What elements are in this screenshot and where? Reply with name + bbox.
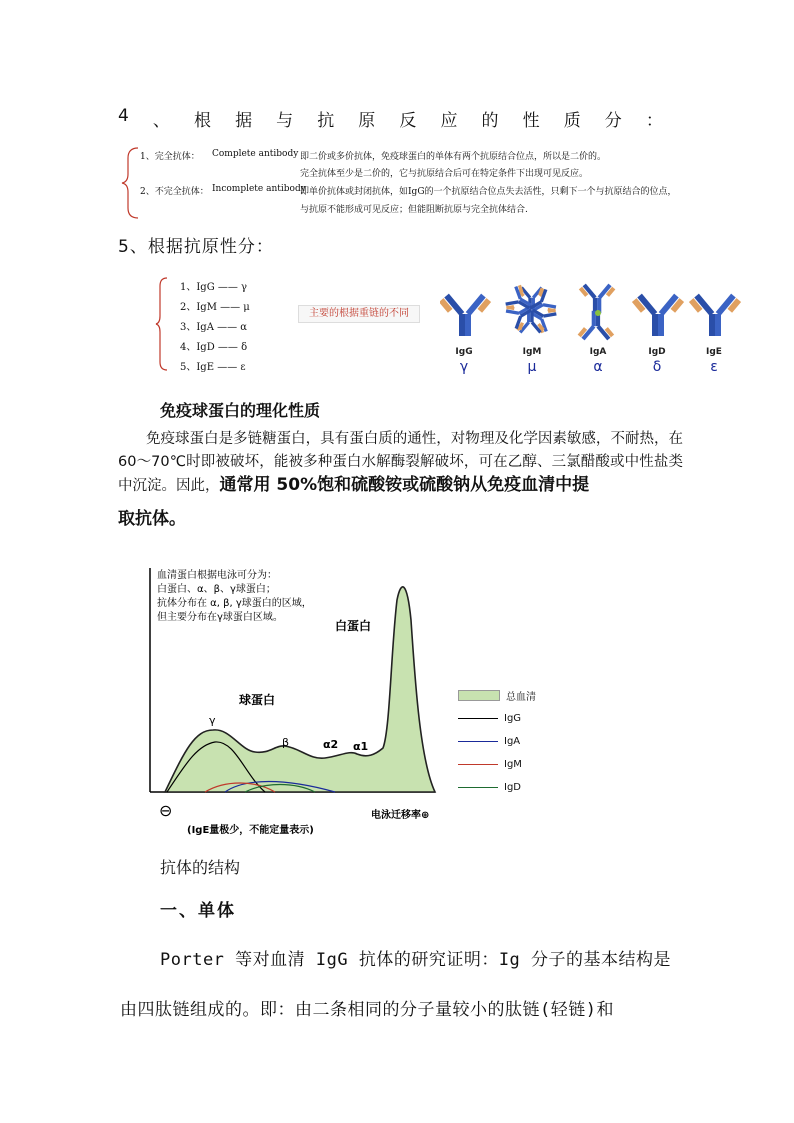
brace-icon <box>120 146 140 221</box>
igm-greek: μ <box>527 359 537 375</box>
legend-swatch <box>458 741 498 743</box>
antibody-completeness-figure <box>120 146 680 221</box>
chart-note: 但主要分布在γ球蛋白区域。 <box>157 612 283 623</box>
complete-desc-2: 完全抗体至少是二价的，它与抗原结合后可在特定条件下出现可见反应。 <box>300 169 589 179</box>
legend-item <box>458 730 536 753</box>
heading-char: 的 <box>481 111 499 131</box>
brace-icon <box>155 276 169 372</box>
list-item: 1、IgG —— γ <box>180 282 248 293</box>
iga-greek: α <box>593 359 603 375</box>
list-item: 5、IgE —— ε <box>180 362 246 373</box>
chart-note: 抗体分布在 α, β, γ球蛋白的区域， <box>157 598 312 609</box>
legend-item <box>458 707 536 730</box>
porter-line: Porter 等对血清 IgG 抗体的研究证明：Ig 分子的基本结构是 <box>160 950 672 970</box>
chart-legend <box>458 684 536 799</box>
complete-desc-1: 即二价或多价抗体，免疫球蛋白的单体有两个抗原结合位点，所以是二价的。 <box>300 152 607 162</box>
legend-item <box>458 776 536 799</box>
heading-char: 原 <box>358 111 376 131</box>
legend-item <box>458 753 536 776</box>
legend-item <box>458 684 536 707</box>
globulin-label: 球蛋白 <box>239 693 276 707</box>
igm-name: IgM <box>522 347 542 357</box>
legend-label: IgA <box>504 736 521 747</box>
peak-label: β <box>282 736 290 749</box>
paragraph-bold: 通常用 50%饱和硫酸铵或硫酸钠从免疫血清中提 <box>219 475 590 495</box>
single-title: 一、单体 <box>160 901 236 921</box>
plus-label: 电泳迁移率⊕ <box>371 810 430 821</box>
heading-char: 反 <box>399 111 417 131</box>
heading-char: 与 <box>276 111 294 131</box>
igg-name: IgG <box>455 347 473 357</box>
peak-label: γ <box>209 714 216 727</box>
legend-label: IgM <box>504 759 522 770</box>
legend-swatch <box>458 718 498 720</box>
heading-char: 抗 <box>317 111 335 131</box>
ige-icon <box>689 294 741 336</box>
incomplete-en: Incomplete antibody <box>212 184 306 194</box>
ige-name: IgE <box>706 347 722 357</box>
heading-char: 根 <box>193 111 211 131</box>
ige-greek: ε <box>710 359 718 375</box>
heading-char: 分 <box>604 111 622 131</box>
minus-icon: ⊖ <box>159 801 173 820</box>
incomplete-desc-1: 即单价抗体或封闭抗体，如IgG的一个抗原结合位点失去活性，只剩下一个与抗原结合的位点， <box>300 187 677 197</box>
physicochemical-paragraph <box>118 428 683 531</box>
heading-char: ： <box>645 111 663 131</box>
paragraph-bold-end: 取抗体。 <box>118 509 186 529</box>
heading-char: 、 <box>152 111 170 131</box>
legend-swatch <box>458 690 500 701</box>
heading-char: 4 <box>118 106 129 126</box>
complete-label: 1、完全抗体： <box>140 152 200 162</box>
list-item: 3、IgA —— α <box>180 322 248 333</box>
list-item: 2、IgM —— μ <box>180 302 250 313</box>
structure-title: 抗体的结构 <box>160 858 241 877</box>
legend-label: IgG <box>504 713 522 724</box>
igg-greek: γ <box>459 359 469 375</box>
heading-char: 性 <box>522 111 540 131</box>
porter-paragraph <box>120 935 680 1035</box>
heading-char: 应 <box>440 111 458 131</box>
peak-label: α1 <box>353 740 369 753</box>
chart-footnote: (IgE量极少，不能定量表示) <box>187 825 314 836</box>
iga-icon <box>578 284 616 341</box>
chart-note: 血清蛋白根据电泳可分为： <box>157 570 277 581</box>
heading-5: 5、根据抗原性分： <box>118 237 274 257</box>
legend-label: IgD <box>504 782 521 793</box>
igm-icon <box>503 282 560 335</box>
heading-4 <box>118 106 663 131</box>
chart-note: 白蛋白、α、β、γ球蛋白； <box>157 584 276 595</box>
heading-char: 据 <box>235 111 253 131</box>
albumin-label: 白蛋白 <box>335 619 372 633</box>
legend-swatch <box>458 787 498 789</box>
igd-greek: δ <box>652 359 662 375</box>
incomplete-desc-2: 与抗原不能形成可见反应；但能阻断抗原与完全抗体结合. <box>300 205 528 215</box>
igd-icon <box>632 294 684 336</box>
iga-name: IgA <box>589 347 607 357</box>
section-title: 免疫球蛋白的理化性质 <box>160 401 321 420</box>
heavy-chain-note: 主要的根据重链的不同 <box>298 305 420 323</box>
legend-label: 总血清 <box>506 692 536 703</box>
incomplete-label: 2、不完全抗体： <box>140 187 209 197</box>
complete-en: Complete antibody <box>212 149 299 159</box>
peak-label: α2 <box>323 738 339 751</box>
paragraph-text: 免疫球蛋白是多链糖蛋白，具有蛋白质的通性，对物理及化学因素敏感，不耐热，在 60～70℃时即被破坏，能被多种蛋白水解酶裂解破坏，可在乙醇、三氯醋酸或中性盐类中沉淀。因此， <box>118 431 683 494</box>
legend-swatch <box>458 764 498 766</box>
heading-char: 质 <box>563 111 581 131</box>
igd-name: IgD <box>648 347 666 357</box>
igg-icon <box>440 294 491 336</box>
antibody-classes-image <box>440 268 745 380</box>
ig-class-list <box>180 278 250 378</box>
list-item: 4、IgD —— δ <box>180 342 248 353</box>
porter-line: 由四肽链组成的。即：由二条相同的分子量较小的肽链(轻链)和 <box>120 1000 614 1020</box>
